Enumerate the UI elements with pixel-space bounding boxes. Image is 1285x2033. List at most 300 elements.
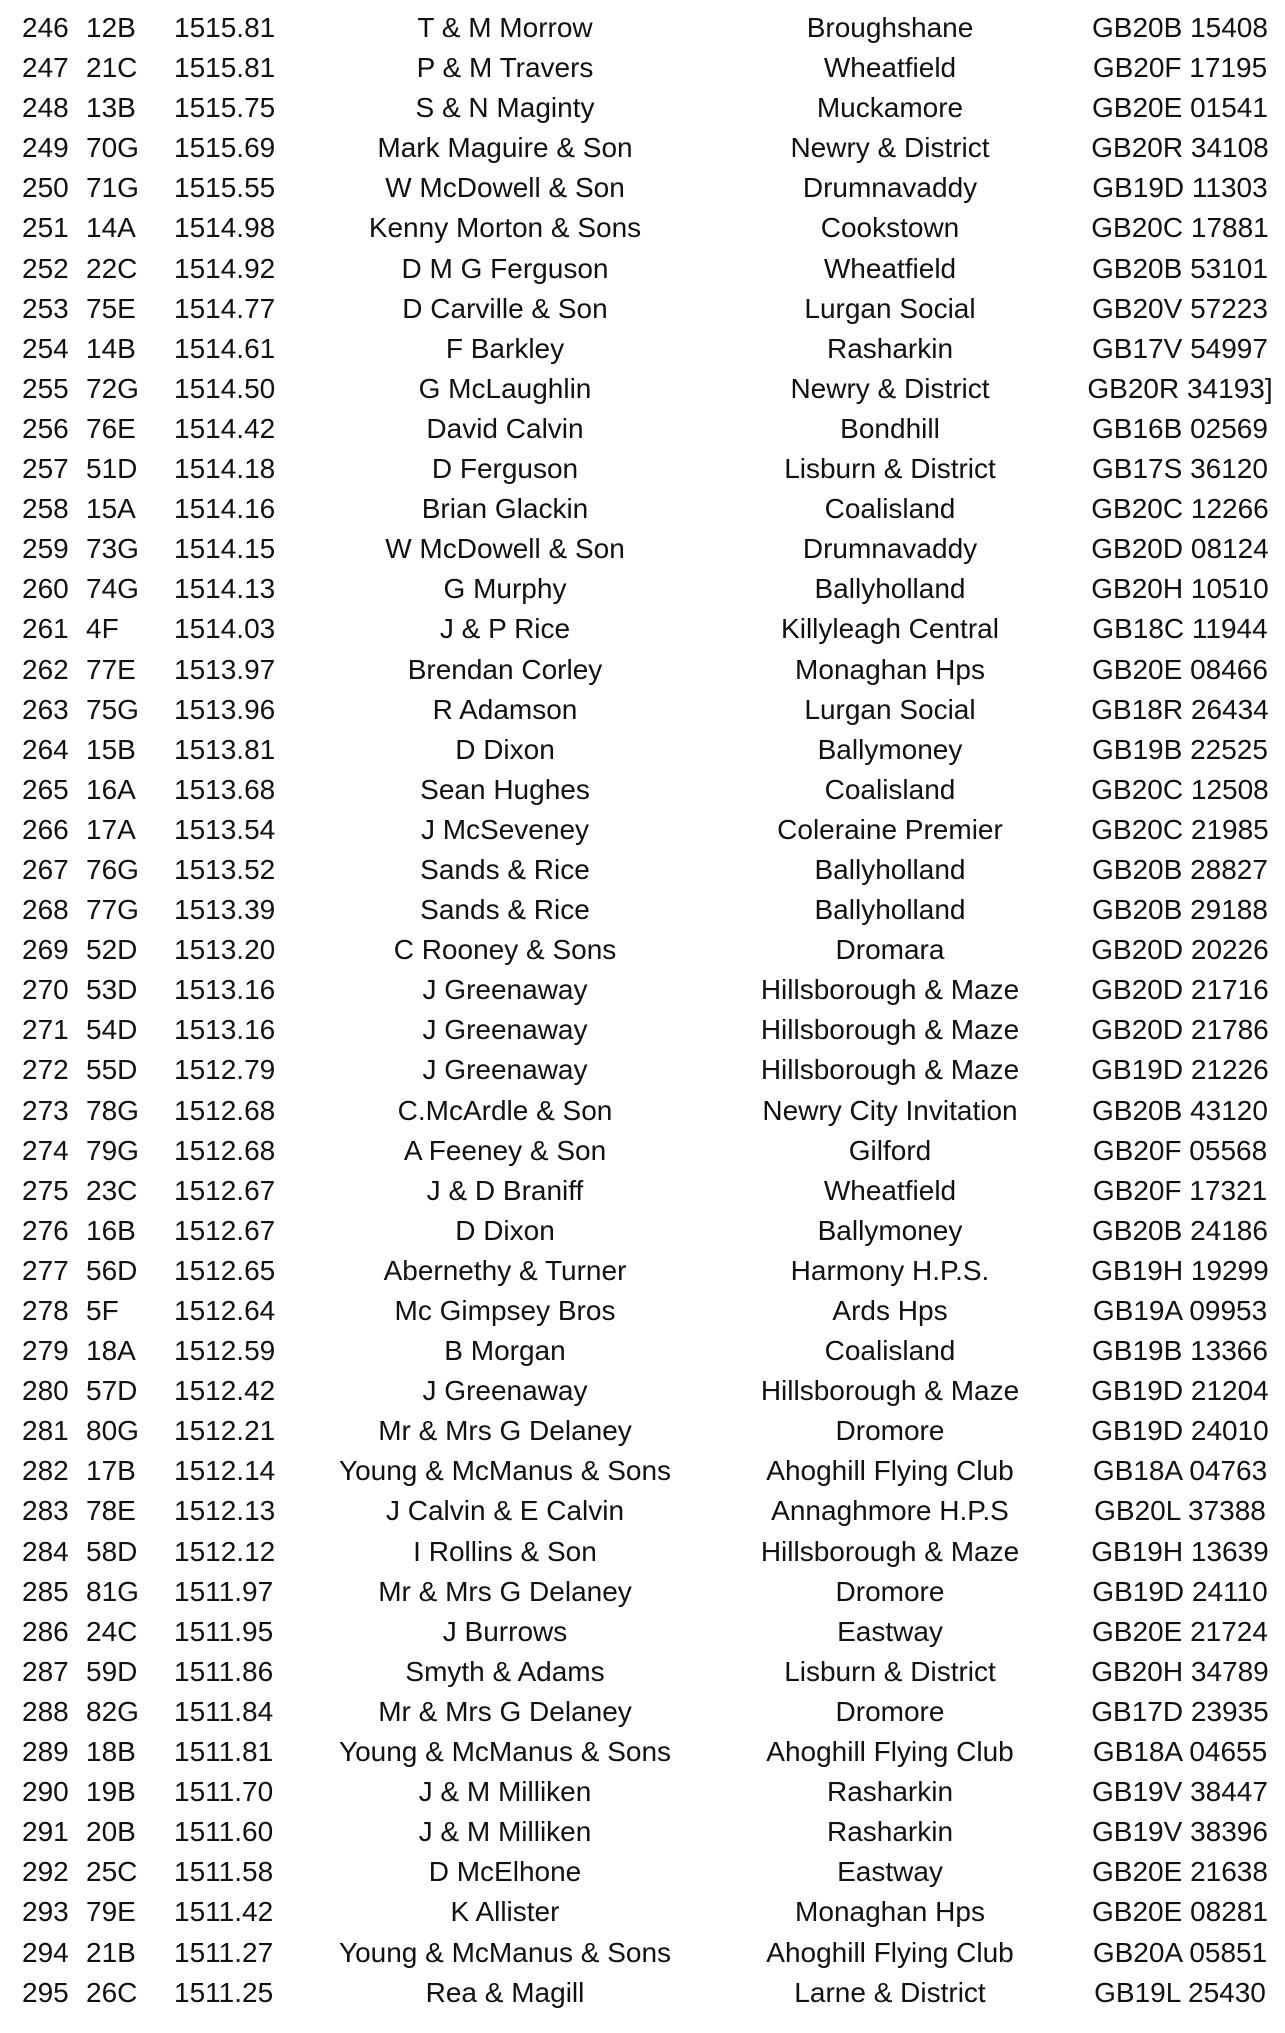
velocity-cell: 1511.27 xyxy=(174,1936,274,1968)
club-cell: Harmony H.P.S. xyxy=(790,1254,990,1286)
pen-cell: 73G xyxy=(86,533,139,565)
fancier-name-cell: W McDowell & Son xyxy=(385,172,625,204)
result-row xyxy=(0,1171,1285,1211)
pen-cell: 16A xyxy=(86,773,136,805)
result-row xyxy=(0,1692,1285,1732)
position-cell: 268 xyxy=(22,894,69,926)
pen-cell: 24C xyxy=(86,1615,138,1647)
position-cell: 262 xyxy=(22,653,69,685)
club-cell: Lisburn & District xyxy=(784,453,996,485)
pen-cell: 16B xyxy=(86,1214,136,1246)
ring-number-cell: GB20B 24186 xyxy=(1092,1214,1268,1246)
position-cell: 281 xyxy=(22,1415,69,1447)
fancier-name-cell: Sean Hughes xyxy=(420,773,590,805)
pen-cell: 81G xyxy=(86,1575,139,1607)
club-cell: Hillsborough & Maze xyxy=(760,1375,1020,1407)
result-row xyxy=(0,409,1285,449)
pen-cell: 5F xyxy=(86,1295,119,1326)
pen-cell: 21C xyxy=(86,52,138,84)
result-row xyxy=(0,930,1285,970)
fancier-name-cell: J & P Rice xyxy=(439,613,571,645)
fancier-name-cell: D McElhone xyxy=(428,1856,582,1888)
velocity-cell: 1512.68 xyxy=(174,1134,276,1166)
fancier-name-cell: J Greenaway xyxy=(422,1375,588,1407)
club-cell: Newry & District xyxy=(790,372,990,404)
fancier-name-cell: J & M Milliken xyxy=(418,1816,592,1848)
position-cell: 272 xyxy=(22,1054,69,1086)
pen-cell: 76E xyxy=(86,412,136,444)
fancier-name-cell: D M G Ferguson xyxy=(401,252,609,284)
fancier-name-cell: G Murphy xyxy=(443,573,567,605)
club-cell: Wheatfield xyxy=(823,252,957,284)
club-cell: Gilford xyxy=(848,1134,932,1166)
velocity-cell: 1515.81 xyxy=(174,12,276,43)
club-cell: Monaghan Hps xyxy=(795,1896,985,1928)
result-row xyxy=(0,970,1285,1010)
ring-number-cell: GB20B 28827 xyxy=(1092,853,1268,885)
result-row xyxy=(0,1572,1285,1612)
ring-number-cell: GB20R 34108 xyxy=(1091,132,1269,164)
position-cell: 250 xyxy=(22,172,69,204)
velocity-cell: 1515.55 xyxy=(174,172,276,204)
velocity-cell: 1515.69 xyxy=(174,132,276,164)
position-cell: 254 xyxy=(22,332,69,364)
result-row xyxy=(0,1892,1285,1932)
position-cell: 291 xyxy=(22,1816,69,1848)
club-cell: Muckamore xyxy=(816,92,964,124)
result-row xyxy=(0,770,1285,810)
position-cell: 255 xyxy=(22,372,69,404)
velocity-cell: 1514.50 xyxy=(174,372,276,404)
result-row xyxy=(0,569,1285,609)
position-cell: 295 xyxy=(22,1976,69,2008)
result-row xyxy=(0,48,1285,88)
club-cell: Lurgan Social xyxy=(804,292,976,324)
velocity-cell: 1511.86 xyxy=(174,1655,274,1687)
club-cell: Lurgan Social xyxy=(804,693,976,725)
ring-number-cell: GB18C 11944 xyxy=(1092,613,1268,645)
position-cell: 285 xyxy=(22,1575,69,1607)
position-cell: 286 xyxy=(22,1615,69,1647)
position-cell: 269 xyxy=(22,934,69,966)
result-row xyxy=(0,1933,1285,1973)
pen-cell: 79G xyxy=(86,1134,139,1166)
fancier-name-cell: Young & McManus & Sons xyxy=(338,1455,672,1487)
result-row xyxy=(0,1371,1285,1411)
position-cell: 290 xyxy=(22,1776,69,1808)
velocity-cell: 1511.70 xyxy=(174,1776,274,1808)
club-cell: Cookstown xyxy=(820,212,960,244)
velocity-cell: 1511.25 xyxy=(174,1976,274,2008)
fancier-name-cell: J Burrows xyxy=(442,1615,568,1647)
fancier-name-cell: David Calvin xyxy=(426,412,584,444)
pen-cell: 78E xyxy=(86,1495,136,1527)
velocity-cell: 1513.16 xyxy=(174,974,276,1006)
ring-number-cell: GB20F 17321 xyxy=(1092,1174,1268,1206)
club-cell: Annaghmore H.P.S xyxy=(771,1495,1009,1527)
velocity-cell: 1515.81 xyxy=(174,52,276,84)
pen-cell: 54D xyxy=(86,1014,138,1046)
position-cell: 275 xyxy=(22,1174,69,1206)
velocity-cell: 1512.14 xyxy=(174,1455,276,1487)
fancier-name-cell: Brian Glackin xyxy=(421,493,589,525)
ring-number-cell: GB19A 09953 xyxy=(1092,1295,1268,1326)
ring-number-cell: GB20E 08466 xyxy=(1092,653,1268,685)
result-row xyxy=(0,1131,1285,1171)
position-cell: 259 xyxy=(22,533,69,565)
velocity-cell: 1514.13 xyxy=(174,573,276,605)
ring-number-cell: GB20C 12508 xyxy=(1091,773,1269,805)
club-cell: Rasharkin xyxy=(826,1816,954,1848)
velocity-cell: 1513.52 xyxy=(174,853,276,885)
position-cell: 277 xyxy=(22,1254,69,1286)
ring-number-cell: GB20E 21724 xyxy=(1092,1615,1268,1647)
club-cell: Ballyholland xyxy=(814,894,966,926)
club-cell: Ballyholland xyxy=(814,853,966,885)
ring-number-cell: GB20D 20226 xyxy=(1091,934,1269,966)
fancier-name-cell: Mr & Mrs G Delaney xyxy=(378,1695,632,1727)
pen-cell: 72G xyxy=(86,372,139,404)
ring-number-cell: GB20B 43120 xyxy=(1092,1094,1268,1126)
pen-cell: 25C xyxy=(86,1856,138,1888)
velocity-cell: 1513.39 xyxy=(174,894,276,926)
club-cell: Eastway xyxy=(837,1856,943,1888)
position-cell: 265 xyxy=(22,773,69,805)
pen-cell: 13B xyxy=(86,92,136,124)
ring-number-cell: GB19H 13639 xyxy=(1091,1535,1269,1567)
result-row xyxy=(0,208,1285,248)
position-cell: 252 xyxy=(22,252,69,284)
pen-cell: 71G xyxy=(86,172,139,204)
result-row xyxy=(0,529,1285,569)
result-row xyxy=(0,850,1285,890)
ring-number-cell: GB20L 37388 xyxy=(1094,1495,1266,1527)
fancier-name-cell: Smyth & Adams xyxy=(405,1655,605,1687)
pen-cell: 51D xyxy=(86,453,138,485)
velocity-cell: 1513.16 xyxy=(174,1014,276,1046)
pen-cell: 78G xyxy=(86,1094,139,1126)
fancier-name-cell: S & N Maginty xyxy=(415,92,595,124)
velocity-cell: 1514.16 xyxy=(174,493,276,525)
position-cell: 263 xyxy=(22,693,69,725)
velocity-cell: 1514.92 xyxy=(174,252,276,284)
position-cell: 293 xyxy=(22,1896,69,1928)
position-cell: 260 xyxy=(22,573,69,605)
club-cell: Rasharkin xyxy=(826,332,954,364)
position-cell: 253 xyxy=(22,292,69,324)
pen-cell: 75E xyxy=(86,292,136,324)
ring-number-cell: GB20D 08124 xyxy=(1091,533,1269,565)
club-cell: Dromara xyxy=(835,934,945,966)
club-cell: Wheatfield xyxy=(823,52,957,84)
result-row xyxy=(0,1652,1285,1692)
velocity-cell: 1511.84 xyxy=(174,1695,274,1727)
ring-number-cell: GB20V 57223 xyxy=(1092,292,1268,324)
fancier-name-cell: K Allister xyxy=(450,1896,560,1928)
result-row xyxy=(0,168,1285,208)
club-cell: Ballyholland xyxy=(814,573,966,605)
fancier-name-cell: D Dixon xyxy=(455,733,555,765)
velocity-cell: 1514.77 xyxy=(174,292,276,324)
result-row xyxy=(0,289,1285,329)
position-cell: 258 xyxy=(22,493,69,525)
ring-number-cell: GB20E 08281 xyxy=(1092,1896,1268,1928)
position-cell: 251 xyxy=(22,212,69,244)
pen-cell: 77G xyxy=(86,894,139,926)
fancier-name-cell: D Dixon xyxy=(455,1214,555,1246)
pen-cell: 14A xyxy=(86,212,136,244)
velocity-cell: 1512.67 xyxy=(174,1214,276,1246)
velocity-cell: 1512.59 xyxy=(174,1335,276,1367)
club-cell: Broughshane xyxy=(806,12,974,43)
position-cell: 287 xyxy=(22,1655,69,1687)
velocity-cell: 1513.96 xyxy=(174,693,276,725)
club-cell: Killyleagh Central xyxy=(781,613,999,645)
fancier-name-cell: C Rooney & Sons xyxy=(393,934,617,966)
fancier-name-cell: J & D Braniff xyxy=(426,1174,584,1206)
result-row xyxy=(0,730,1285,770)
ring-number-cell: GB20A 05851 xyxy=(1092,1936,1268,1968)
result-row xyxy=(0,449,1285,489)
velocity-cell: 1513.68 xyxy=(174,773,276,805)
velocity-cell: 1513.97 xyxy=(174,653,276,685)
fancier-name-cell: D Carville & Son xyxy=(402,292,608,324)
velocity-cell: 1512.79 xyxy=(174,1054,276,1086)
position-cell: 288 xyxy=(22,1695,69,1727)
result-row xyxy=(0,1491,1285,1531)
club-cell: Hillsborough & Maze xyxy=(760,974,1020,1006)
ring-number-cell: GB20B 53101 xyxy=(1092,252,1268,284)
pen-cell: 20B xyxy=(86,1816,136,1848)
club-cell: Drumnavaddy xyxy=(802,533,978,565)
velocity-cell: 1512.12 xyxy=(174,1535,276,1567)
club-cell: Ards Hps xyxy=(832,1295,948,1326)
club-cell: Newry City Invitation xyxy=(762,1094,1018,1126)
result-row xyxy=(0,1852,1285,1892)
result-row xyxy=(0,88,1285,128)
fancier-name-cell: Rea & Magill xyxy=(425,1976,585,2008)
velocity-cell: 1515.75 xyxy=(174,92,276,124)
pen-cell: 59D xyxy=(86,1655,138,1687)
club-cell: Ballymoney xyxy=(817,733,963,765)
pen-cell: 22C xyxy=(86,252,138,284)
position-cell: 280 xyxy=(22,1375,69,1407)
fancier-name-cell: B Morgan xyxy=(444,1335,566,1367)
result-row xyxy=(0,1331,1285,1371)
club-cell: Dromore xyxy=(835,1415,945,1447)
result-row xyxy=(0,890,1285,930)
position-cell: 270 xyxy=(22,974,69,1006)
pen-cell: 75G xyxy=(86,693,139,725)
position-cell: 294 xyxy=(22,1936,69,1968)
club-cell: Ahoghill Flying Club xyxy=(766,1736,1014,1768)
ring-number-cell: GB20F 05568 xyxy=(1092,1134,1268,1166)
fancier-name-cell: J Greenaway xyxy=(422,1014,588,1046)
position-cell: 249 xyxy=(22,132,69,164)
position-cell: 248 xyxy=(22,92,69,124)
ring-number-cell: GB19D 24110 xyxy=(1092,1575,1268,1607)
result-row xyxy=(0,1732,1285,1772)
fancier-name-cell: Sands & Rice xyxy=(420,894,590,926)
result-row xyxy=(0,690,1285,730)
velocity-cell: 1511.81 xyxy=(174,1736,274,1768)
ring-number-cell: GB19B 13366 xyxy=(1092,1335,1268,1367)
club-cell: Coalisland xyxy=(824,1335,956,1367)
position-cell: 292 xyxy=(22,1856,69,1888)
ring-number-cell: GB20D 21716 xyxy=(1091,974,1269,1006)
club-cell: Ballymoney xyxy=(817,1214,963,1246)
position-cell: 284 xyxy=(22,1535,69,1567)
fancier-name-cell: Sands & Rice xyxy=(420,853,590,885)
ring-number-cell: GB17S 36120 xyxy=(1092,453,1268,485)
position-cell: 282 xyxy=(22,1455,69,1487)
result-row xyxy=(0,1411,1285,1451)
club-cell: Wheatfield xyxy=(823,1174,957,1206)
fancier-name-cell: J McSeveney xyxy=(420,813,590,845)
result-row xyxy=(0,249,1285,289)
club-cell: Hillsborough & Maze xyxy=(760,1054,1020,1086)
club-cell: Dromore xyxy=(835,1575,945,1607)
velocity-cell: 1514.15 xyxy=(174,533,276,565)
position-cell: 279 xyxy=(22,1335,69,1367)
result-row xyxy=(0,1091,1285,1131)
ring-number-cell: GB18R 26434 xyxy=(1091,693,1269,725)
club-cell: Rasharkin xyxy=(826,1776,954,1808)
pen-cell: 82G xyxy=(86,1695,139,1727)
pen-cell: 17B xyxy=(86,1455,136,1487)
velocity-cell: 1514.18 xyxy=(174,453,276,485)
velocity-cell: 1513.54 xyxy=(174,813,276,845)
pen-cell: 53D xyxy=(86,974,138,1006)
ring-number-cell: GB20F 17195 xyxy=(1092,52,1268,84)
fancier-name-cell: W McDowell & Son xyxy=(385,533,625,565)
result-row xyxy=(0,1973,1285,2013)
pen-cell: 21B xyxy=(86,1936,136,1968)
fancier-name-cell: J Greenaway xyxy=(422,974,588,1006)
fancier-name-cell: Young & McManus & Sons xyxy=(338,1736,672,1768)
result-row xyxy=(0,8,1285,48)
position-cell: 257 xyxy=(22,453,69,485)
ring-number-cell: GB19B 22525 xyxy=(1092,733,1268,765)
pen-cell: 19B xyxy=(86,1776,136,1808)
result-row xyxy=(0,329,1285,369)
ring-number-cell: GB18A 04655 xyxy=(1092,1736,1268,1768)
pen-cell: 52D xyxy=(86,934,138,966)
result-row xyxy=(0,1812,1285,1852)
result-row xyxy=(0,489,1285,529)
result-row xyxy=(0,128,1285,168)
fancier-name-cell: J Calvin & E Calvin xyxy=(385,1495,625,1527)
ring-number-cell: GB19D 24010 xyxy=(1091,1415,1269,1447)
result-row xyxy=(0,1532,1285,1572)
velocity-cell: 1512.67 xyxy=(174,1174,276,1206)
fancier-name-cell: T & M Morrow xyxy=(417,12,593,43)
ring-number-cell: GB20E 21638 xyxy=(1092,1856,1268,1888)
position-cell: 278 xyxy=(22,1295,69,1326)
result-row xyxy=(0,1291,1285,1331)
club-cell: Hillsborough & Maze xyxy=(760,1014,1020,1046)
ring-number-cell: GB19V 38396 xyxy=(1092,1816,1268,1848)
velocity-cell: 1513.81 xyxy=(174,733,276,765)
velocity-cell: 1513.20 xyxy=(174,934,276,966)
result-row xyxy=(0,1612,1285,1652)
club-cell: Dromore xyxy=(835,1695,945,1727)
pen-cell: 14B xyxy=(86,332,136,364)
position-cell: 256 xyxy=(22,412,69,444)
fancier-name-cell: D Ferguson xyxy=(431,453,579,485)
pen-cell: 80G xyxy=(86,1415,139,1447)
velocity-cell: 1512.13 xyxy=(174,1495,276,1527)
ring-number-cell: GB20B 29188 xyxy=(1092,894,1268,926)
position-cell: 271 xyxy=(22,1014,69,1046)
fancier-name-cell: Mark Maguire & Son xyxy=(377,132,633,164)
ring-number-cell: GB20D 21786 xyxy=(1091,1014,1269,1046)
position-cell: 289 xyxy=(22,1736,69,1768)
ring-number-cell: GB19D 11303 xyxy=(1092,172,1268,204)
fancier-name-cell: R Adamson xyxy=(432,693,578,725)
pen-cell: 26C xyxy=(86,1976,138,2008)
velocity-cell: 1511.60 xyxy=(174,1816,274,1848)
ring-number-cell: GB19L 25430 xyxy=(1094,1976,1266,2008)
club-cell: Coleraine Premier xyxy=(777,813,1003,845)
pen-cell: 56D xyxy=(86,1254,138,1286)
club-cell: Larne & District xyxy=(794,1976,986,2008)
pen-cell: 70G xyxy=(86,132,139,164)
fancier-name-cell: J Greenaway xyxy=(422,1054,588,1086)
ring-number-cell: GB17D 23935 xyxy=(1091,1695,1269,1727)
result-row xyxy=(0,609,1285,649)
velocity-cell: 1511.58 xyxy=(174,1856,274,1888)
fancier-name-cell: J & M Milliken xyxy=(418,1776,592,1808)
position-cell: 264 xyxy=(22,733,69,765)
result-row xyxy=(0,369,1285,409)
position-cell: 267 xyxy=(22,853,69,885)
velocity-cell: 1512.64 xyxy=(174,1295,276,1326)
ring-number-cell: GB20H 34789 xyxy=(1091,1655,1269,1687)
velocity-cell: 1512.65 xyxy=(174,1254,276,1286)
club-cell: Ahoghill Flying Club xyxy=(766,1936,1014,1968)
velocity-cell: 1511.42 xyxy=(174,1896,274,1928)
result-row xyxy=(0,1010,1285,1050)
ring-number-cell: GB20E 01541 xyxy=(1092,92,1268,124)
pen-cell: 74G xyxy=(86,573,139,605)
fancier-name-cell: Mc Gimpsey Bros xyxy=(394,1295,616,1326)
ring-number-cell: GB19H 19299 xyxy=(1091,1254,1269,1286)
fancier-name-cell: A Feeney & Son xyxy=(403,1134,607,1166)
result-row xyxy=(0,650,1285,690)
position-cell: 276 xyxy=(22,1214,69,1246)
fancier-name-cell: C.McArdle & Son xyxy=(397,1094,613,1126)
fancier-name-cell: I Rollins & Son xyxy=(413,1535,597,1567)
club-cell: Lisburn & District xyxy=(784,1655,996,1687)
position-cell: 266 xyxy=(22,813,69,845)
velocity-cell: 1512.42 xyxy=(174,1375,276,1407)
pen-cell: 76G xyxy=(86,853,139,885)
pen-cell: 15A xyxy=(86,493,136,525)
pen-cell: 57D xyxy=(86,1375,138,1407)
pen-cell: 77E xyxy=(86,653,136,685)
club-cell: Newry & District xyxy=(790,132,990,164)
ring-number-cell: GB20B 15408 xyxy=(1092,12,1268,43)
result-row xyxy=(0,1050,1285,1090)
pen-cell: 18A xyxy=(86,1335,136,1367)
pen-cell: 23C xyxy=(86,1174,138,1206)
result-row xyxy=(0,1251,1285,1291)
fancier-name-cell: F Barkley xyxy=(445,332,565,364)
position-cell: 273 xyxy=(22,1094,69,1126)
ring-number-cell: GB20C 21985 xyxy=(1091,813,1269,845)
ring-number-cell: GB20C 12266 xyxy=(1091,493,1269,525)
